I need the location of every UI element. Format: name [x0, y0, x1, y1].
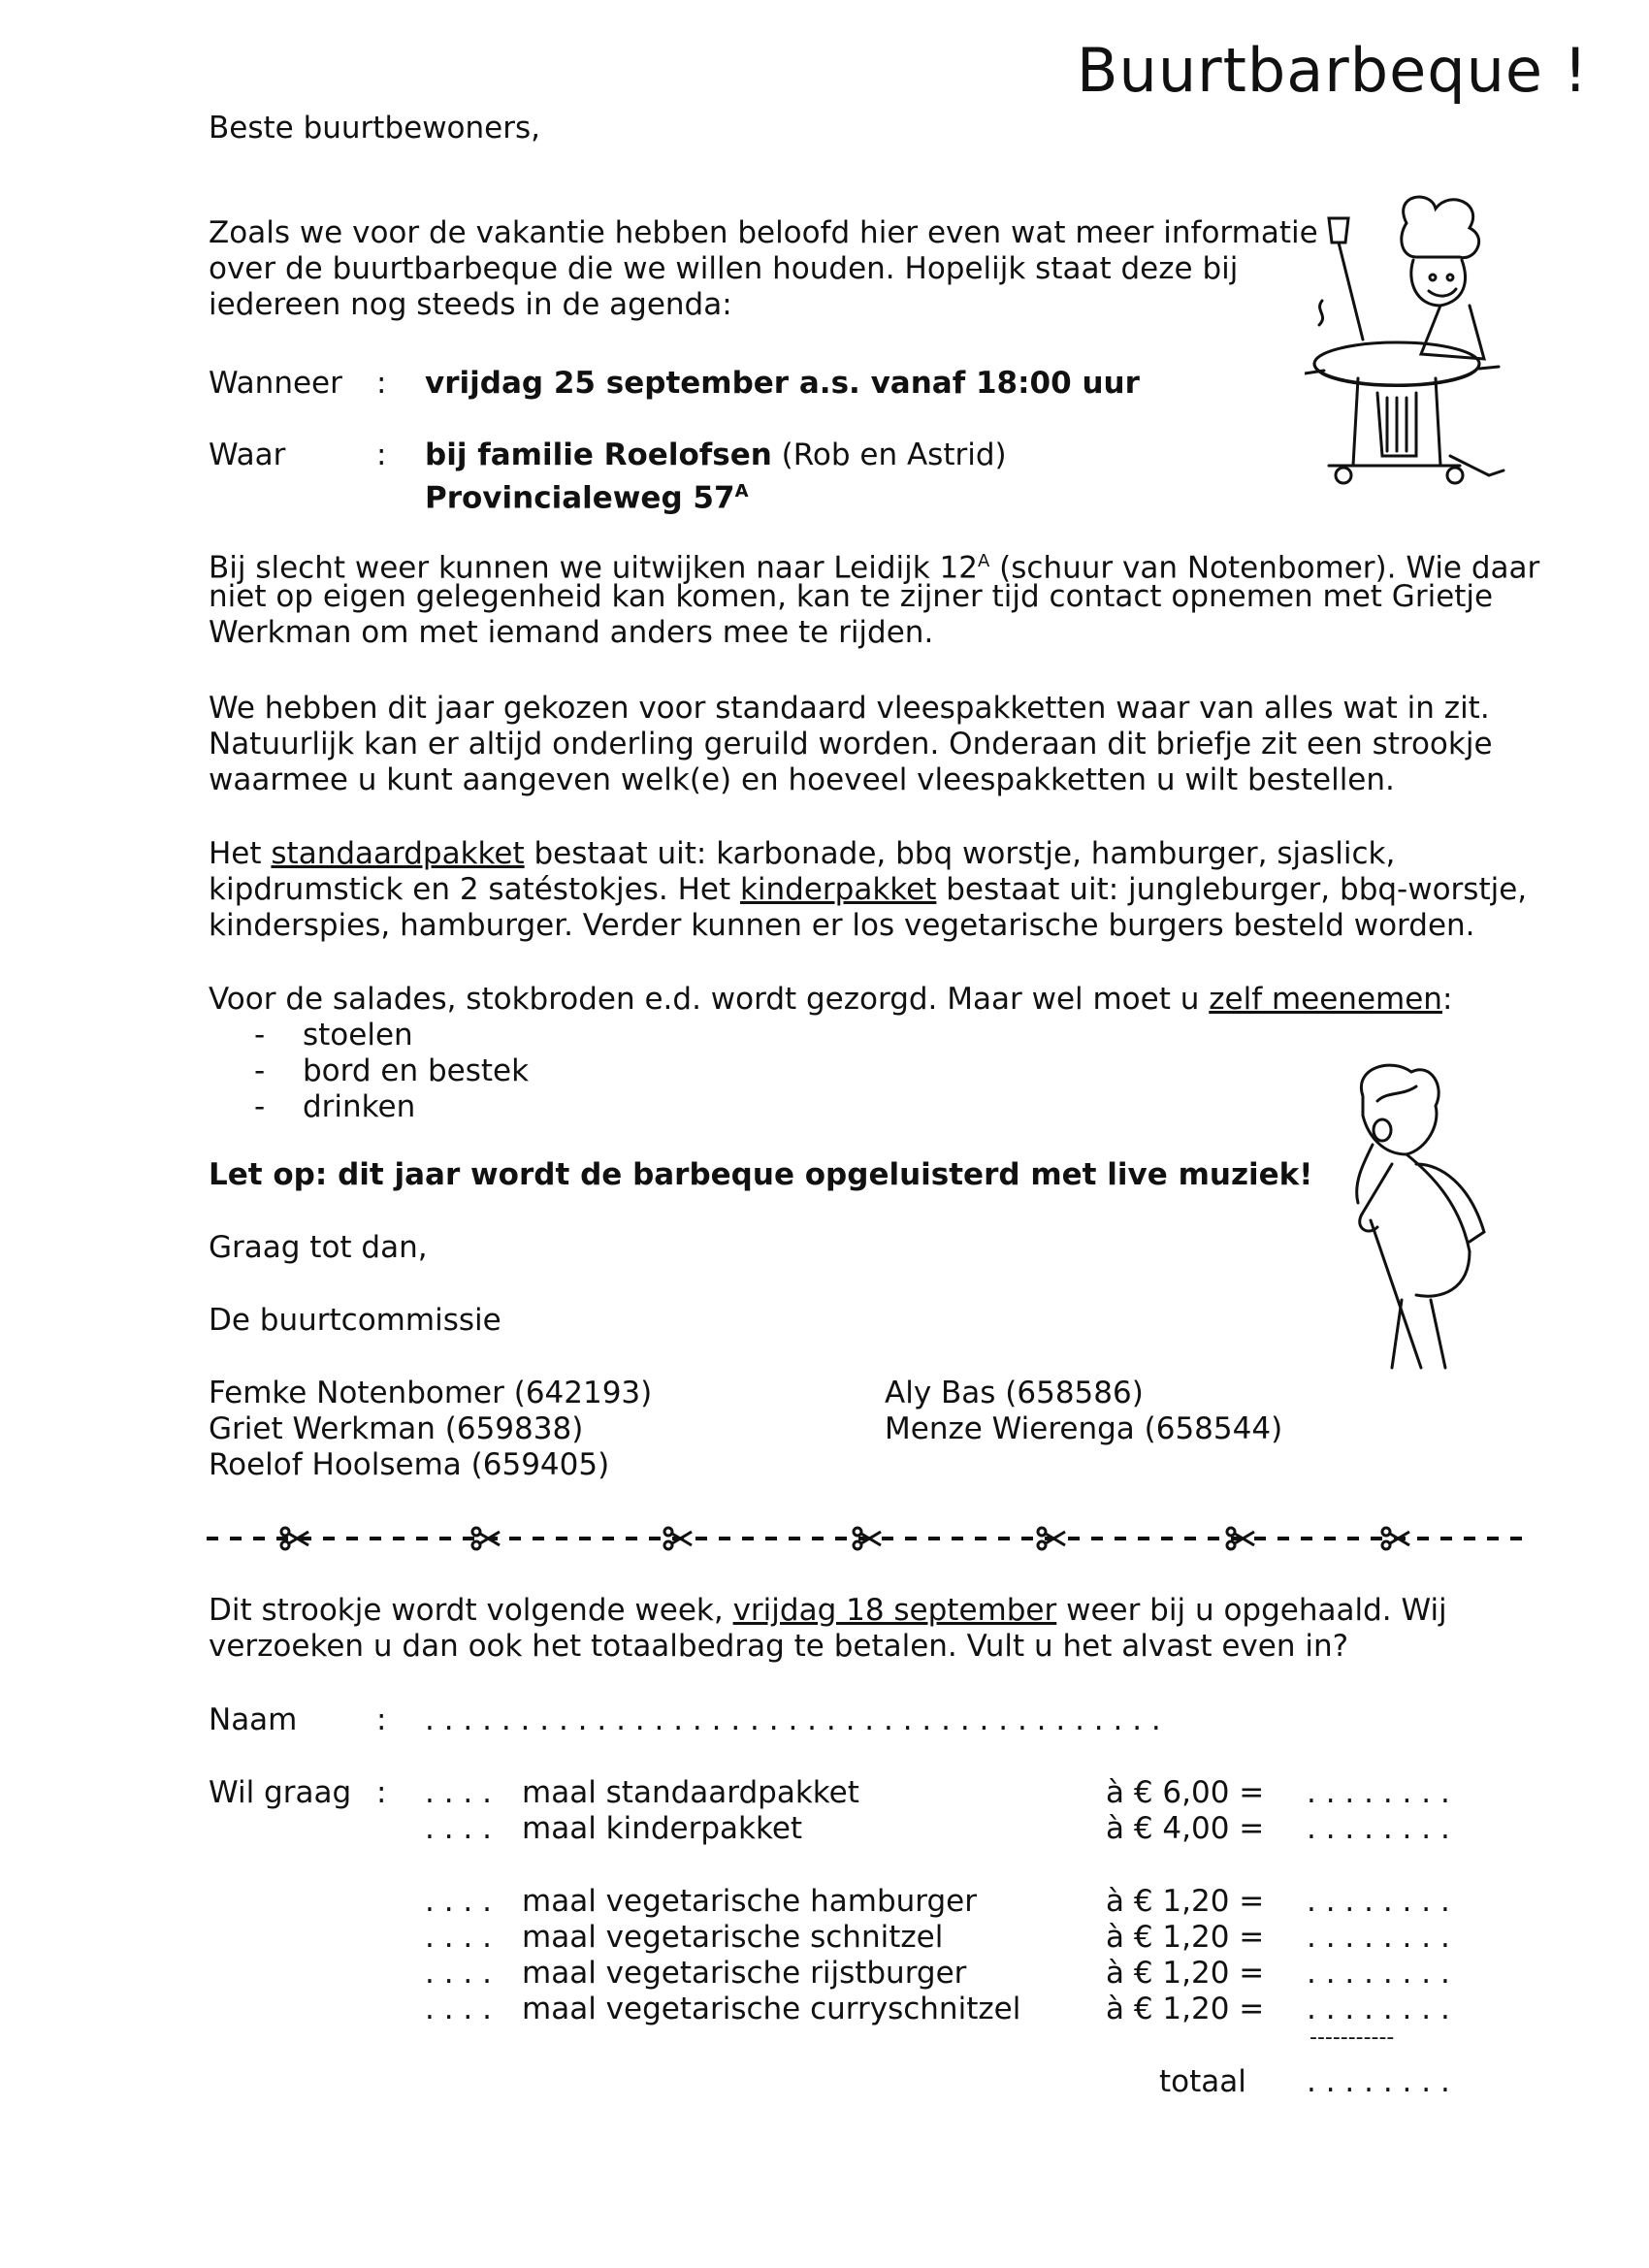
amount-field[interactable]: . . . . . . . .	[1307, 1992, 1450, 2026]
bad-weather-line: niet op eigen gelegenheid kan komen, kan te zijner tijd contact opnemen met Grietje	[209, 579, 1494, 614]
intro-line: Zoals we voor de vakantie hebben beloofd hier even wat meer informatie	[209, 215, 1318, 250]
contents-text: kipdrumstick en 2 satéstokjes. Het	[209, 872, 740, 907]
order-price: à € 4,00 =	[1106, 1811, 1265, 1846]
name-field[interactable]: . . . . . . . . . . . . . . . . . . . . . . . . . . . . . . . . . . . . . . .	[425, 1702, 1161, 1737]
where-street	[425, 473, 749, 516]
order-price: à € 6,00 =	[1106, 1775, 1265, 1810]
greeting: Beste buurtbewoners,	[209, 111, 540, 146]
name-separator: :	[376, 1702, 387, 1737]
order-price: à € 1,20 =	[1106, 1884, 1265, 1919]
contact: Roelof Hoolsema (659405)	[209, 1447, 610, 1482]
scissors-icon	[664, 1528, 692, 1549]
contents-line: kinderspies, hamburger. Verder kunnen er los vegetarische burgers besteld worden.	[209, 908, 1475, 943]
slip-text: Dit strookje wordt volgende week,	[209, 1593, 733, 1628]
quantity-field[interactable]: . . . .	[425, 1884, 492, 1919]
bring-line	[209, 982, 1452, 1018]
quantity-field[interactable]: . . . .	[425, 1811, 492, 1846]
order-item: maal vegetarische curryschnitzel	[522, 1992, 1021, 2026]
slip-line: verzoeken u dan ook het totaalbedrag te betalen. Vult u het alvast even in?	[209, 1629, 1349, 1664]
scissors-icon	[854, 1528, 881, 1549]
quantity-field[interactable]: . . . .	[425, 1956, 492, 1991]
closing: Graag tot dan,	[209, 1230, 428, 1265]
singer-illustration	[1324, 1057, 1499, 1377]
where-street-sup: A	[734, 481, 749, 502]
contact: Menze Wierenga (658544)	[885, 1411, 1283, 1446]
amount-field[interactable]: . . . . . . . .	[1307, 1956, 1450, 1991]
page-title: Buurtbarbeque !	[1077, 35, 1589, 106]
quantity-field[interactable]: . . . .	[425, 1920, 492, 1955]
want-separator: :	[376, 1775, 387, 1810]
bring-item	[254, 1089, 415, 1125]
contents-text: bestaat uit: karbonade, bbq worstje, hamburger, sjaslick,	[524, 836, 1396, 871]
packages-line: waarmee u kunt aangeven welk(e) en hoeveel vleespakketten u wilt bestellen.	[209, 762, 1395, 797]
amount-field[interactable]: . . . . . . . .	[1307, 1884, 1450, 1919]
slip-line	[209, 1593, 1447, 1629]
contact: Griet Werkman (659838)	[209, 1411, 584, 1446]
bring-emphasis: zelf meenemen	[1209, 982, 1442, 1017]
amount-field[interactable]: . . . . . . . .	[1307, 1775, 1450, 1810]
bad-weather-post: (schuur van Notenbomer). Wie daar	[989, 550, 1540, 586]
cut-line	[207, 1519, 1534, 1558]
when-separator: :	[376, 366, 387, 401]
bring-text: Voor de salades, stokbroden e.d. wordt gezorgd. Maar wel moet u	[209, 982, 1210, 1017]
sum-line: -----------	[1310, 2025, 1395, 2050]
where-extra: (Rob en Astrid)	[771, 437, 1007, 472]
order-item: maal vegetarische hamburger	[522, 1884, 977, 1919]
when-value: vrijdag 25 september a.s. vanaf 18:00 uur	[425, 366, 1140, 401]
contact: Femke Notenbomer (642193)	[209, 1376, 653, 1410]
total-label: totaal	[1159, 2064, 1246, 2099]
contents-text: bestaat uit: jungleburger, bbq-worstje,	[936, 872, 1528, 907]
amount-field[interactable]: . . . . . . . .	[1307, 1920, 1450, 1955]
where-name: bij familie Roelofsen	[425, 437, 772, 472]
where-street-text: Provincialeweg 57	[425, 480, 735, 516]
packages-line: We hebben dit jaar gekozen voor standaard vleespakketten waar van alles wat in zit.	[209, 691, 1490, 726]
bring-item-label: bord en bestek	[303, 1053, 530, 1088]
order-item: maal vegetarische rijstburger	[522, 1956, 967, 1991]
where-value	[425, 437, 1007, 473]
contact: Aly Bas (658586)	[885, 1376, 1144, 1410]
barbeque-chef-illustration	[1305, 184, 1518, 504]
quantity-field[interactable]: . . . .	[425, 1775, 492, 1810]
contents-line	[209, 836, 1395, 872]
bullet: -	[254, 1053, 266, 1088]
bad-weather-line: Werkman om met iemand anders mee te rijden.	[209, 615, 934, 650]
kinderpakket-term: kinderpakket	[739, 872, 937, 907]
bullet: -	[254, 1018, 266, 1053]
intro-line: over de buurtbarbeque die we willen houden. Hopelijk staat deze bij	[209, 251, 1239, 286]
packages-line: Natuurlijk kan er altijd onderling geruild worden. Onderaan dit briefje zit een strookje	[209, 727, 1493, 761]
order-price: à € 1,20 =	[1106, 1956, 1265, 1991]
standaardpakket-term: standaardpakket	[271, 836, 525, 871]
want-label: Wil graag	[209, 1775, 352, 1810]
order-price: à € 1,20 =	[1106, 1992, 1265, 2026]
total-field[interactable]: . . . . . . . .	[1307, 2064, 1450, 2099]
amount-field[interactable]: . . . . . . . .	[1307, 1811, 1450, 1846]
bad-weather-pre: Bij slecht weer kunnen we uitwijken naar Leidijk 12	[209, 550, 978, 586]
where-label: Waar	[209, 437, 286, 472]
bring-item	[254, 1018, 413, 1053]
order-item: maal kinderpakket	[522, 1811, 803, 1846]
order-price: à € 1,20 =	[1106, 1920, 1265, 1955]
slip-text: weer bij u opgehaald. Wij	[1056, 1593, 1447, 1628]
when-label: Wanneer	[209, 366, 342, 401]
order-item: maal standaardpakket	[522, 1775, 859, 1810]
contents-line	[209, 872, 1527, 908]
bullet: -	[254, 1089, 266, 1124]
order-item: maal vegetarische schnitzel	[522, 1920, 944, 1955]
intro-line: iedereen nog steeds in de agenda:	[209, 287, 732, 322]
committee: De buurtcommissie	[209, 1303, 501, 1338]
bad-weather-sup: A	[978, 551, 990, 571]
where-separator: :	[376, 437, 387, 472]
quantity-field[interactable]: . . . .	[425, 1992, 492, 2026]
bring-text: :	[1441, 982, 1453, 1017]
bring-item-label: drinken	[303, 1089, 416, 1124]
name-label: Naam	[209, 1702, 298, 1737]
live-music-notice: Let op: dit jaar wordt de barbeque opgeluisterd met live muziek!	[209, 1157, 1313, 1192]
bring-item	[254, 1053, 529, 1089]
bring-item-label: stoelen	[303, 1018, 413, 1053]
contents-text: Het	[209, 836, 272, 871]
scissors-icon	[1038, 1528, 1065, 1549]
pickup-date: vrijdag 18 september	[732, 1593, 1057, 1628]
